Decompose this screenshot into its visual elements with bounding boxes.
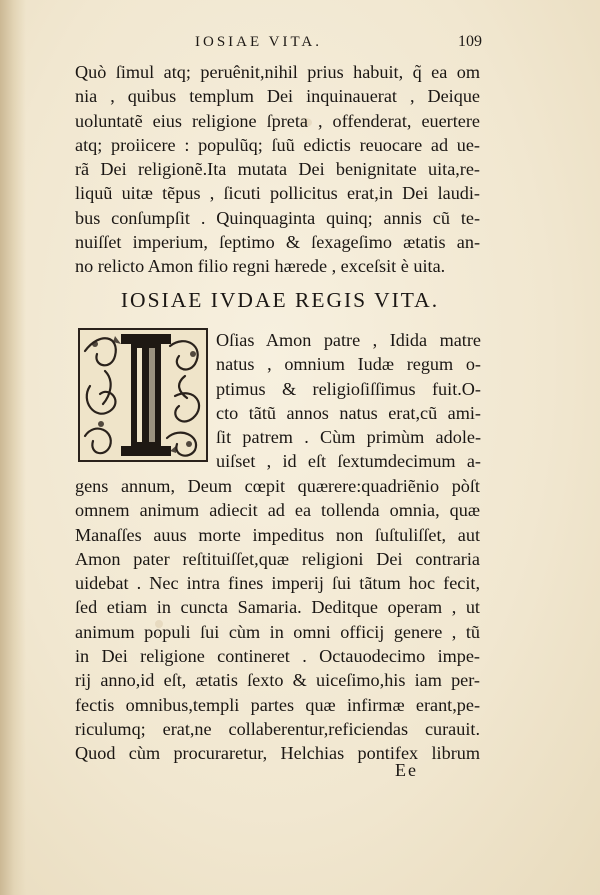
indented-lines (216, 328, 481, 474)
text-line: cto tãtũ annos natus erat,cũ ami- (216, 402, 481, 423)
text-line: ptimus & religioſiſſimus fuit.O- (216, 378, 481, 399)
text-line: ſed etiam in cuncta Samaria. Deditque operam , ut (75, 597, 480, 618)
text-line: liquũ uitæ tẽpus , ſicuti pollicitus erat,in Dei laudi- (75, 183, 480, 204)
text-line: bus conſumpſit . Quinquaginta quinq; annis cũ te- (75, 207, 480, 228)
text-line: uoluntatẽ eius religione ſpreta , offenderat, euertere (75, 110, 480, 131)
text-line: Quod cùm procuraretur, Helchias pontifex librum (75, 743, 480, 764)
text-line: nuiſſet imperium, ſeptimo & ſexageſimo ætatis an- (75, 232, 480, 253)
text-line: Manaſſes auus morte impeditus non ſuſtuliſſet, aut (75, 524, 480, 545)
text-line: Oſias Amon patre , Idida matre (216, 330, 481, 350)
text-line: rã Dei religionẽ.Ita mutata Dei benignitate uita,re- (75, 159, 480, 180)
text-line: gens annum, Deum cœpit quærere:quadriẽnio pòſt (75, 476, 480, 496)
text-line: uidebat . Nec intra fines imperij ſui tãtum hoc fecit, (75, 573, 480, 594)
catchword: Ee (395, 760, 418, 780)
text-line: nia , quibus templum Dei inquinauerat , Deique (75, 86, 480, 107)
text-line: riculumq; erat,ne collaberentur,reficiendas curauit. (75, 718, 480, 739)
text-line: in Dei religione contineret . Octauodecimo impe- (75, 646, 480, 667)
text-line: no relicto Amon filio regni hærede , exceſsit è uita. (75, 256, 446, 277)
section-title: IOSIAE IVDAE REGIS VITA. (120, 288, 440, 312)
text-line: natus , omnium Iudæ regum o- (216, 354, 481, 375)
opening-paragraph (75, 60, 480, 279)
text-line: animum populi ſui cùm in omni officij genere , tũ (75, 621, 480, 642)
text-line: atq; proiicere : populũq; ſuũ edictis reuocare ad ue- (75, 134, 480, 155)
text-line: uiſset , id eſt ſextumdecimum a- (216, 451, 481, 472)
main-paragraph (75, 474, 480, 766)
text-line: rij anno,id eſt, ætatis ſexto & uiceſimo,his iam per- (75, 670, 480, 691)
running-head: IOSIAE VITA. (195, 34, 323, 50)
text-line: fectis omnibus,templi partes quæ infirmæ erant,pe- (75, 694, 480, 715)
text-line: Amon pater reſtituiſſet,quæ religioni Dei contraria (75, 548, 480, 569)
text-line: omnem animum adiecit ad ea tollenda omnia, quæ (75, 500, 480, 521)
page-gutter-shadow (0, 0, 26, 895)
text-line: Quò ſimul atq; peruênit,nihil prius habuit, q̃ ea om (75, 62, 480, 82)
decorated-initial (75, 326, 213, 466)
ornamental-initial-icon (75, 326, 213, 466)
text-line: ſit patrem . Cùm primùm adole- (216, 427, 481, 448)
page-number: 109 (458, 33, 482, 50)
drop-cap-letter: I (146, 456, 147, 457)
